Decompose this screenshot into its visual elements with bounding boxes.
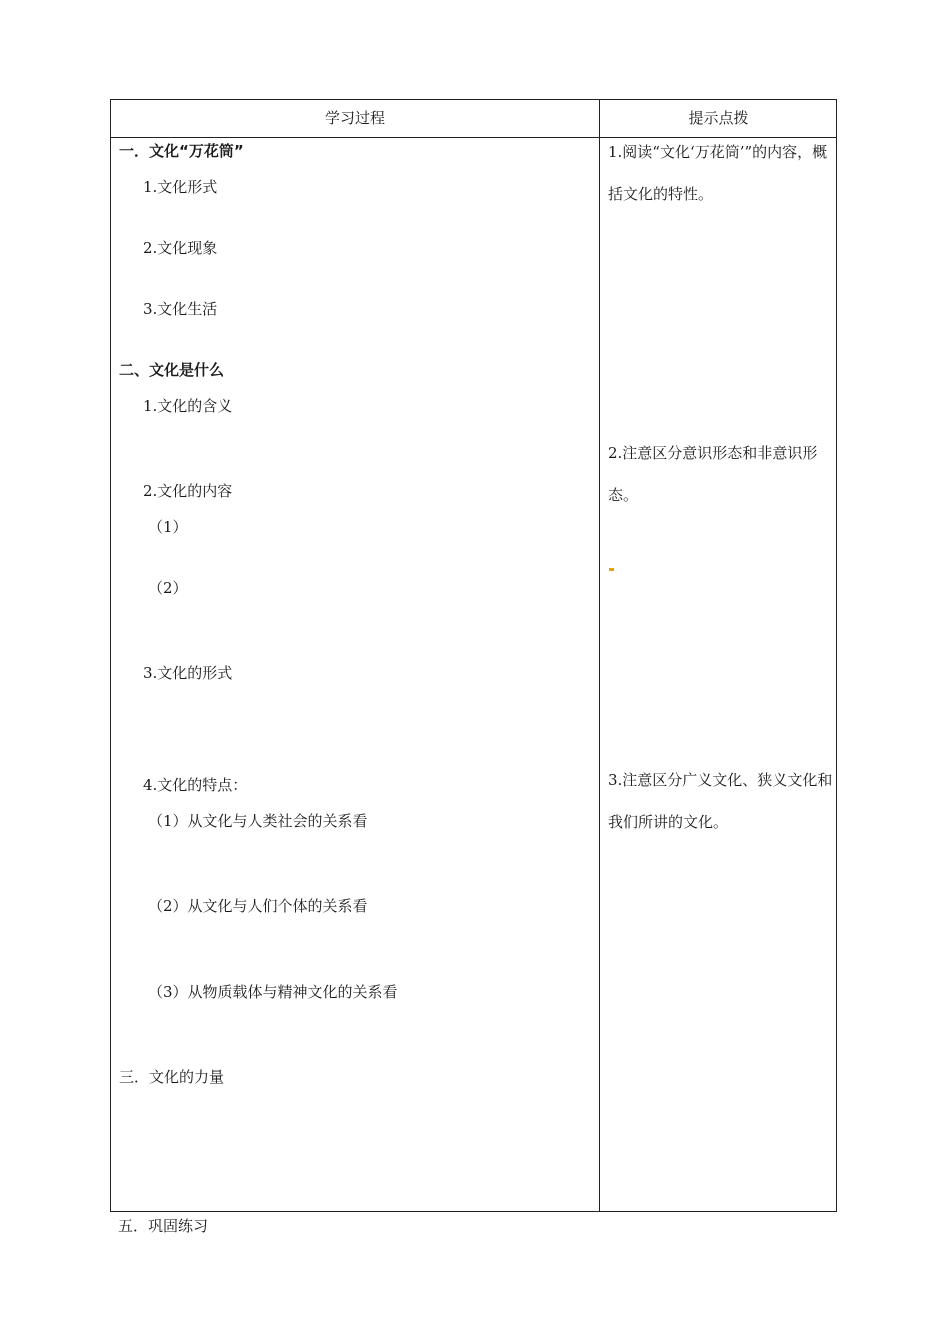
section-1-item-2: 2.文化现象 [143, 239, 218, 257]
section-2-item-3: 3.文化的形式 [143, 664, 233, 682]
section-2-item-4: 4.文化的特点： [143, 776, 248, 794]
study-table [110, 99, 837, 1212]
highlight-mark [609, 568, 614, 571]
section-1-item-1: 1.文化形式 [143, 178, 218, 196]
section-2-item-2-sub-1: （1） [148, 518, 188, 536]
header-hints: 提示点拨 [688, 109, 749, 127]
section-5-title: 五．巩固练习 [118, 1217, 209, 1235]
section-2-item-4-sub-1: （1）从文化与人类社会的关系看 [148, 812, 368, 830]
section-1-item-3: 3.文化生活 [143, 300, 218, 318]
section-2-item-4-sub-2: （2）从文化与人们个体的关系看 [148, 897, 368, 915]
hint-2: 2.注意区分意识形态和非意识形态。 [608, 444, 818, 504]
hint-1: 1.阅读“文化‘万花筒’”的内容，概括文化的特性。 [608, 143, 828, 203]
header-study-process: 学习过程 [324, 109, 385, 127]
section-1-title: 一．文化“万花筒” [119, 142, 244, 160]
hint-3: 3.注意区分广义文化、狭义文化和我们所讲的文化。 [608, 771, 833, 831]
column-divider [599, 100, 600, 1211]
section-3-title: 三．文化的力量 [119, 1068, 225, 1086]
section-2-item-4-sub-3: （3）从物质载体与精神文化的关系看 [148, 983, 398, 1001]
section-2-item-2: 2.文化的内容 [143, 482, 233, 500]
section-2-item-1: 1.文化的含义 [143, 397, 233, 415]
section-2-title: 二、文化是什么 [119, 361, 225, 379]
section-2-item-2-sub-2: （2） [148, 579, 188, 597]
